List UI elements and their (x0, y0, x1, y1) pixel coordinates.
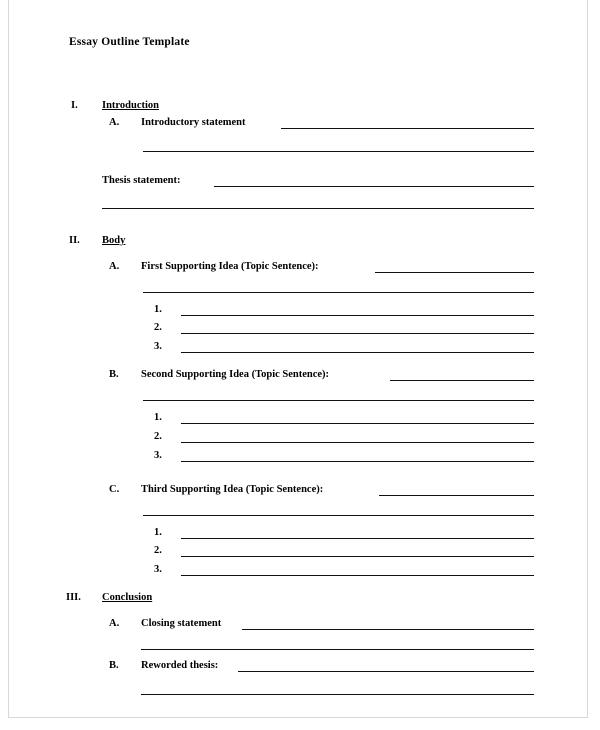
blank-line-c-2[interactable] (181, 556, 534, 557)
subitem-marker-a-3: 3. (154, 341, 162, 352)
subitem-marker-c-3: 3. (154, 564, 162, 575)
blank-line-a-2[interactable] (181, 333, 534, 334)
blank-line-reworded-thesis[interactable] (238, 671, 534, 672)
blank-line-a-3[interactable] (181, 352, 534, 353)
blank-line-b-2[interactable] (181, 442, 534, 443)
blank-line-closing-statement-2[interactable] (141, 649, 534, 650)
item-label-closing-statement: Closing statement (141, 618, 222, 629)
section-numeral-ii: II. (69, 235, 80, 246)
section-heading-introduction: Introduction (102, 100, 159, 111)
item-label-second-supporting-idea: Second Supporting Idea (Topic Sentence): (141, 369, 330, 380)
blank-line-introductory-statement[interactable] (281, 128, 534, 129)
blank-line-a-1[interactable] (181, 315, 534, 316)
blank-line-introductory-statement-2[interactable] (143, 151, 534, 152)
blank-line-second-supporting-idea[interactable] (390, 380, 534, 381)
blank-line-thesis-statement[interactable] (214, 186, 534, 187)
subitem-marker-a-1: 1. (154, 304, 162, 315)
item-label-reworded-thesis: Reworded thesis: (141, 660, 219, 671)
section-numeral-iii: III. (66, 592, 81, 603)
item-label-third-supporting-idea: Third Supporting Idea (Topic Sentence): (141, 484, 324, 495)
subitem-marker-b-2: 2. (154, 431, 162, 442)
blank-line-b-1[interactable] (181, 423, 312, 424)
item-marker-conclusion-b: B. (109, 660, 119, 671)
blank-line-c-3[interactable] (181, 575, 534, 576)
item-marker-body-a: A. (109, 261, 120, 272)
subitem-marker-c-1: 1. (154, 527, 162, 538)
item-marker-body-c: C. (109, 484, 120, 495)
blank-line-third-supporting-idea-2[interactable] (143, 515, 534, 516)
subitem-marker-c-2: 2. (154, 545, 162, 556)
page-title: Essay Outline Template (69, 36, 190, 48)
blank-line-second-supporting-idea-2[interactable] (143, 400, 534, 401)
item-label-introductory-statement: Introductory statement (141, 117, 246, 128)
blank-line-first-supporting-idea[interactable] (375, 272, 534, 273)
blank-line-reworded-thesis-2[interactable] (141, 694, 534, 695)
subitem-marker-b-3: 3. (154, 450, 162, 461)
document-page (8, 0, 588, 718)
blank-line-third-supporting-idea[interactable] (379, 495, 534, 496)
section-heading-conclusion: Conclusion (102, 592, 153, 603)
blank-line-thesis-statement-2[interactable] (102, 208, 534, 209)
blank-line-c-1[interactable] (181, 538, 534, 539)
section-heading-body: Body (102, 235, 126, 246)
item-marker-body-b: B. (109, 369, 119, 380)
item-label-thesis-statement: Thesis statement: (102, 175, 181, 186)
subitem-marker-b-1: 1. (154, 412, 162, 423)
item-marker-intro-a: A. (109, 117, 120, 128)
item-marker-conclusion-a: A. (109, 618, 120, 629)
item-label-first-supporting-idea: First Supporting Idea (Topic Sentence): (141, 261, 319, 272)
blank-line-closing-statement[interactable] (242, 629, 534, 630)
blank-line-first-supporting-idea-2[interactable] (143, 292, 534, 293)
subitem-marker-a-2: 2. (154, 322, 162, 333)
blank-line-b-1-continued[interactable] (312, 423, 534, 424)
blank-line-b-3[interactable] (181, 461, 534, 462)
section-numeral-i: I. (71, 100, 78, 111)
